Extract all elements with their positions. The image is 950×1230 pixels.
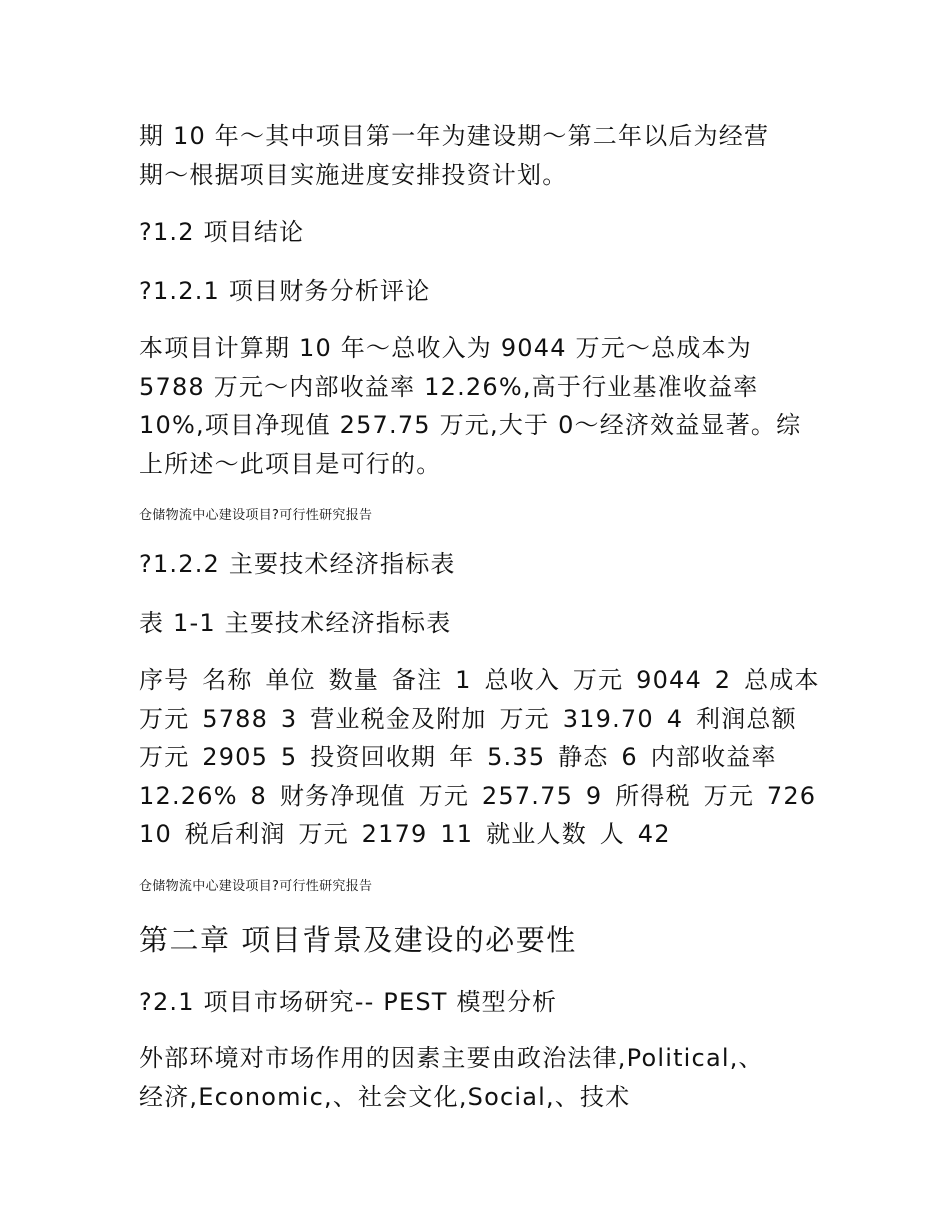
finance-line-1: 本项目计算期 10 年～总收入为 9044 万元～总成本为 — [139, 334, 752, 362]
intro-line-1: 期 10 年～其中项目第一年为建设期～第二年以后为经营 — [139, 122, 770, 150]
intro-line-2: 期～根据项目实施进度安排投资计划。 — [139, 160, 568, 189]
table-line-3: 万元 2905 5 投资回收期 年 5.35 静态 6 内部收益率 — [139, 743, 777, 771]
finance-line-4: 上所述～此项目是可行的。 — [139, 449, 442, 478]
table-line-4: 12.26% 8 财务净现值 万元 257.75 9 所得税 万元 726 — [139, 781, 817, 810]
section-heading-1-2-1: ?1.2.1 项目财务分析评论 — [139, 277, 431, 305]
pest-line-1: 外部环境对市场作用的因素主要由政治法律,Political,、 — [139, 1044, 764, 1072]
running-footer-2: 仓储物流中心建设项目?可行性研究报告 — [139, 879, 373, 894]
finance-paragraph — [139, 329, 801, 483]
section-heading-1-2: ?1.2 项目结论 — [139, 218, 305, 246]
running-footer-1: 仓储物流中心建设项目?可行性研究报告 — [139, 508, 373, 523]
table-caption: 表 1-1 主要技术经济指标表 — [139, 609, 452, 637]
chapter-title: 第二章 项目背景及建设的必要性 — [139, 923, 577, 957]
table-line-1: 序号 名称 单位 数量 备注 1 总收入 万元 9044 2 总成本 — [139, 666, 820, 694]
intro-paragraph — [139, 117, 769, 194]
table-line-2: 万元 5788 3 营业税金及附加 万元 319.70 4 利润总额 — [139, 704, 797, 733]
table-line-5: 10 税后利润 万元 2179 11 就业人数 人 42 — [139, 820, 671, 848]
indicator-table-text — [139, 661, 820, 854]
section-heading-1-2-2: ?1.2.2 主要技术经济指标表 — [139, 550, 456, 578]
pest-paragraph — [139, 1039, 764, 1116]
finance-line-2: 5788 万元～内部收益率 12.26%,高于行业基准收益率 — [139, 372, 759, 401]
finance-line-3: 10%,项目净现值 257.75 万元,大于 0～经济效益显著。综 — [139, 411, 802, 439]
section-heading-2-1: ?2.1 项目市场研究-- PEST 模型分析 — [139, 988, 558, 1016]
pest-line-2: 经济,Economic,、社会文化,Social,、技术 — [139, 1082, 631, 1111]
